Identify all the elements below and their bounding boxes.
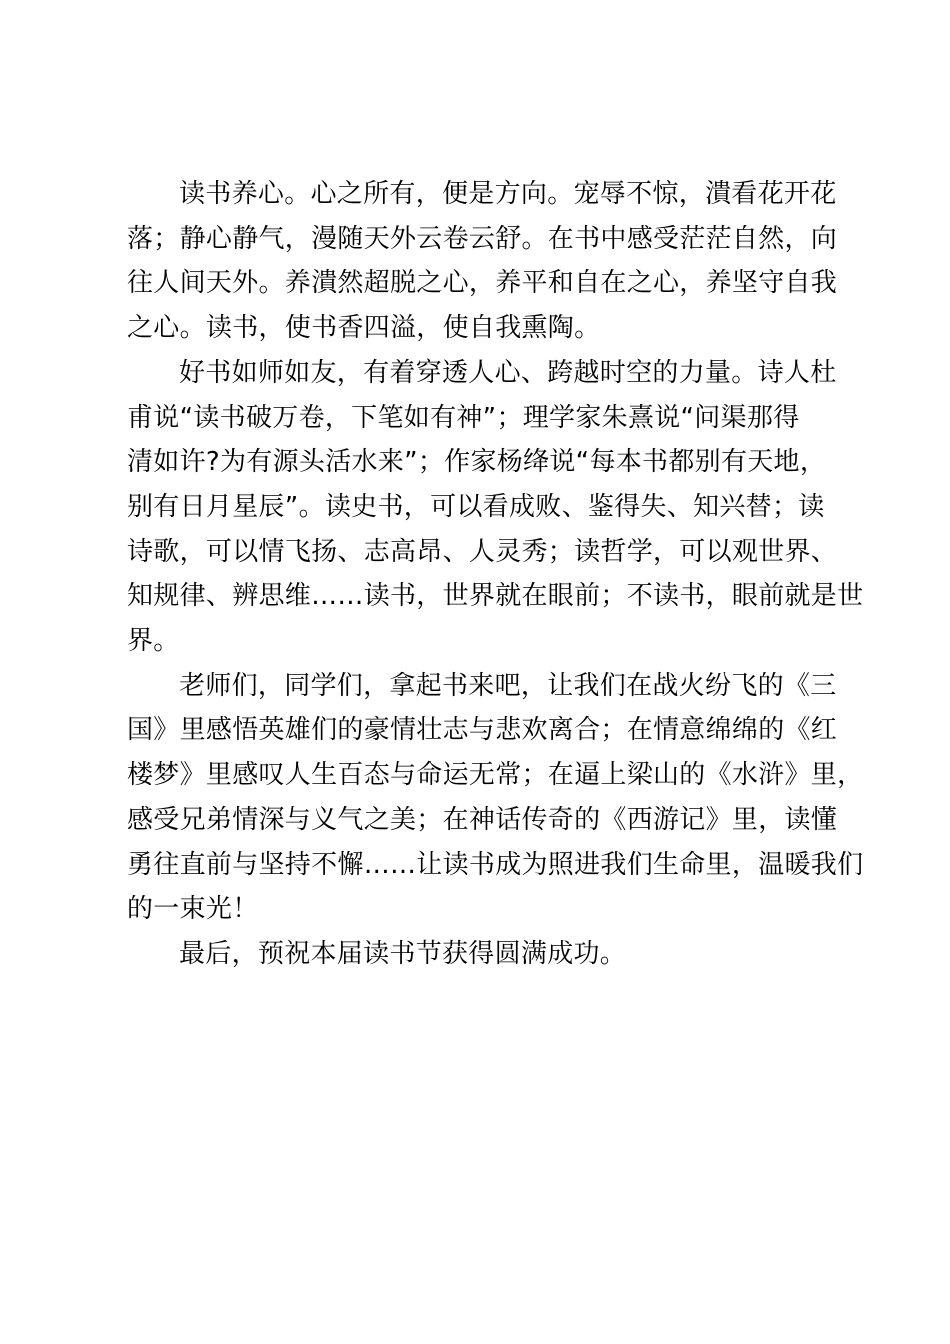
text-line: 往人间天外。养潰然超脱之心，养平和自在之心，养坚守自我 (127, 268, 838, 299)
document-body (127, 172, 864, 977)
text-line: 读书养心。心之所有，便是方向。宠辱不惊，潰看花开花 (179, 179, 837, 209)
text-line: 诗歌，可以情飞扬、志高昂、人灵秀；读哲学，可以观世界、 (127, 536, 838, 567)
text-line: 别有日月星辰”。读史书，可以看成败、鉴得失、知兴替；读 (127, 491, 825, 522)
text-line: 楼梦》里感叹人生百态与命运无常；在逼上梁山的《水浒》里， (127, 760, 864, 791)
text-line: 老师们，同学们，拿起书来吧，让我们在战火纷飞的《三 (179, 670, 837, 701)
paragraph-call-to-read-classics (127, 664, 864, 932)
text-line: 感受兄弟情深与义气之美；在神话传奇的《西游记》里，读懂 (127, 804, 838, 835)
paragraph-reading-nurtures-mind (127, 172, 847, 351)
text-line: 最后，预祝本届读书节获得圆满成功。 (179, 938, 627, 969)
paragraph-closing-wishes (127, 932, 847, 977)
text-line: 甫说“读书破万卷，下笔如有神”；理学家朱熹说“问渠那得 (127, 402, 800, 433)
text-line: 之心。读书，使书香四溢，使自我熏陶。 (127, 313, 601, 344)
text-line: 界。 (127, 626, 180, 657)
paragraph-good-books-as-teachers (127, 351, 864, 664)
text-line: 的一束光！ (127, 894, 259, 925)
text-line: 好书如师如友，有着穿透人心、跨越时空的力量。诗人杜 (179, 357, 837, 388)
text-line: 落；静心静气，漫随天外云卷云舒。在书中感受茫茫自然，向 (127, 223, 838, 254)
text-line: 知规律、辨思维……读书，世界就在眼前；不读书，眼前就是世 (127, 581, 864, 612)
text-line: 勇往直前与坚持不懈……让读书成为照进我们生命里，温暖我们 (127, 849, 864, 880)
text-line: 国》里感悟英雄们的豪情壮志与悲欢离合；在情意绵绵的《红 (127, 715, 838, 746)
text-line: 清如许?为有源头活水来”；作家杨绛说“每本书都别有天地， (127, 447, 827, 478)
